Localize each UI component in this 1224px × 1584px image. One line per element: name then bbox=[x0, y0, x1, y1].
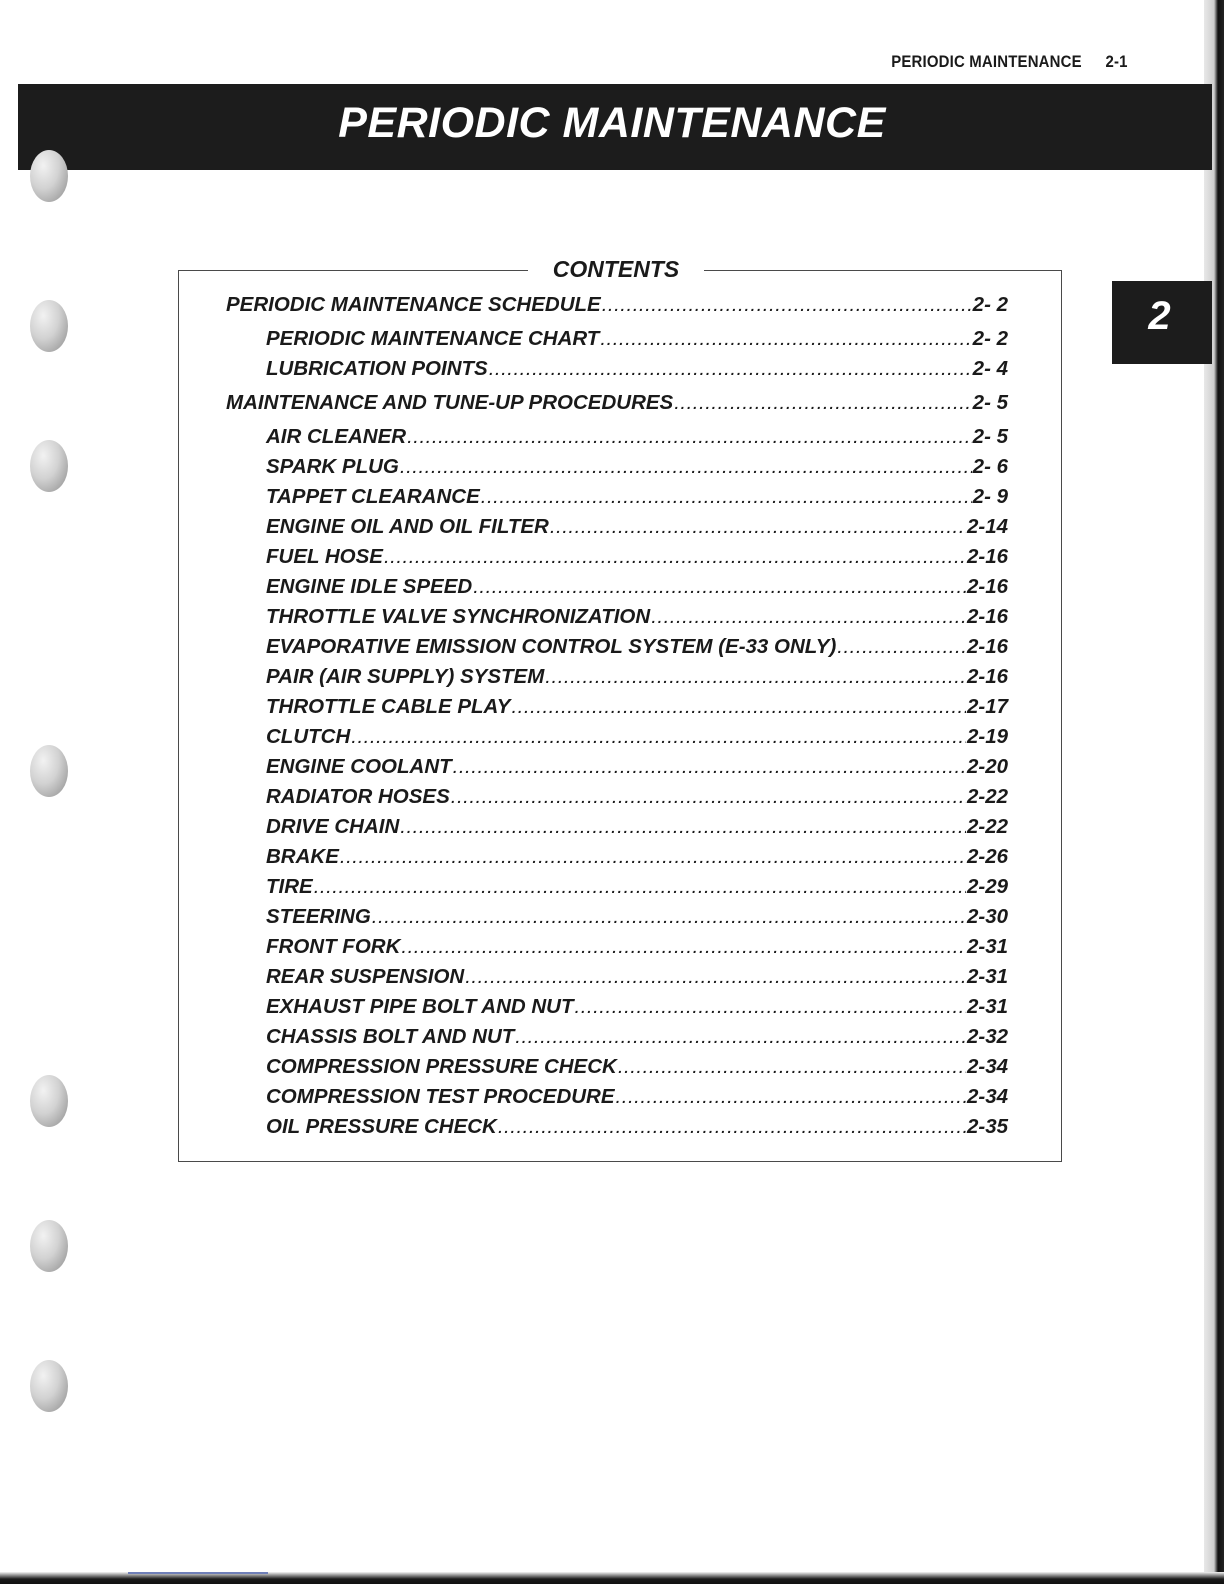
toc-entry-label: EXHAUST PIPE BOLT AND NUT bbox=[266, 995, 574, 1018]
toc-entry-page: 2-31 bbox=[966, 995, 1008, 1018]
toc-entry-page: 2-20 bbox=[966, 755, 1008, 778]
toc-entry[interactable] bbox=[266, 327, 1008, 353]
bottom-mark bbox=[128, 1572, 268, 1574]
toc-leader-dots bbox=[401, 935, 966, 959]
toc-entry[interactable] bbox=[266, 995, 1008, 1021]
binder-hole bbox=[30, 150, 68, 202]
toc-entry-label: COMPRESSION TEST PROCEDURE bbox=[266, 1085, 615, 1108]
toc-leader-dots bbox=[545, 665, 966, 689]
toc-entry-label: FRONT FORK bbox=[266, 935, 401, 958]
toc-leader-dots bbox=[453, 755, 966, 779]
toc-leader-dots bbox=[489, 357, 972, 381]
toc-entry[interactable] bbox=[226, 293, 1008, 319]
binder-hole bbox=[30, 440, 68, 492]
toc-entry[interactable] bbox=[266, 935, 1008, 961]
toc-entry[interactable] bbox=[266, 357, 1008, 383]
toc-leader-dots bbox=[451, 785, 966, 809]
toc-entry-label: ENGINE IDLE SPEED bbox=[266, 575, 473, 598]
toc-entry[interactable] bbox=[266, 665, 1008, 691]
toc-leader-dots bbox=[674, 391, 971, 415]
toc-entry-label: THROTTLE VALVE SYNCHRONIZATION bbox=[266, 605, 651, 628]
toc-entry[interactable] bbox=[266, 1115, 1008, 1141]
contents-title: CONTENTS bbox=[528, 256, 704, 283]
toc-entry-label: COMPRESSION PRESSURE CHECK bbox=[266, 1055, 617, 1078]
toc-entry-page: 2-26 bbox=[966, 845, 1008, 868]
toc-entry[interactable] bbox=[266, 455, 1008, 481]
toc-entry[interactable] bbox=[266, 635, 1008, 661]
toc-entry-label: TIRE bbox=[266, 875, 313, 898]
binder-hole bbox=[30, 300, 68, 352]
toc-entry-label: PERIODIC MAINTENANCE CHART bbox=[266, 327, 600, 350]
toc-leader-dots bbox=[465, 965, 966, 989]
toc-entry-label: ENGINE COOLANT bbox=[266, 755, 452, 778]
toc-entry-page: 2- 5 bbox=[972, 425, 1008, 448]
toc-leader-dots bbox=[400, 455, 972, 479]
toc-entry-label: MAINTENANCE AND TUNE-UP PROCEDURES bbox=[226, 391, 674, 414]
toc-leader-dots bbox=[407, 425, 972, 449]
toc-entry-page: 2- 6 bbox=[972, 455, 1008, 478]
toc-leader-dots bbox=[651, 605, 966, 629]
toc-leader-dots bbox=[481, 485, 972, 509]
toc-entry-label: EVAPORATIVE EMISSION CONTROL SYSTEM (E-33 ONLY) bbox=[266, 635, 837, 658]
toc-entry-label: THROTTLE CABLE PLAY bbox=[266, 695, 511, 718]
toc-leader-dots bbox=[511, 695, 966, 719]
section-tab-number: 2 bbox=[1148, 294, 1171, 338]
toc-entry-page: 2-34 bbox=[966, 1085, 1008, 1108]
toc-entry-page: 2-22 bbox=[966, 785, 1008, 808]
header-page-number: 2-1 bbox=[1105, 52, 1128, 71]
binder-hole bbox=[30, 1360, 68, 1412]
toc-entry[interactable] bbox=[266, 545, 1008, 571]
page-title: PERIODIC MAINTENANCE bbox=[338, 99, 886, 147]
toc-leader-dots bbox=[372, 905, 966, 929]
toc-entry[interactable] bbox=[266, 575, 1008, 601]
running-header bbox=[892, 52, 1128, 72]
toc-leader-dots bbox=[515, 1025, 966, 1049]
toc-entry-label: PERIODIC MAINTENANCE SCHEDULE bbox=[226, 293, 601, 316]
toc-entry-label: OIL PRESSURE CHECK bbox=[266, 1115, 497, 1138]
toc-entry-label: CHASSIS BOLT AND NUT bbox=[266, 1025, 515, 1048]
toc-entry-page: 2-16 bbox=[966, 635, 1008, 658]
toc-entry-label: TAPPET CLEARANCE bbox=[266, 485, 480, 508]
binder-hole bbox=[30, 1075, 68, 1127]
toc-entry-label: RADIATOR HOSES bbox=[266, 785, 450, 808]
toc-entry-page: 2- 4 bbox=[972, 357, 1008, 380]
toc-leader-dots bbox=[618, 1055, 966, 1079]
toc-entry-label: SPARK PLUG bbox=[266, 455, 399, 478]
toc-entry-label: LUBRICATION POINTS bbox=[266, 357, 488, 380]
binder-hole bbox=[30, 1220, 68, 1272]
toc-leader-dots bbox=[473, 575, 966, 599]
toc-entry-label: BRAKE bbox=[266, 845, 339, 868]
toc-entry-page: 2-16 bbox=[966, 575, 1008, 598]
toc-entry[interactable] bbox=[266, 1055, 1008, 1081]
toc-entry[interactable] bbox=[266, 515, 1008, 541]
toc-entry[interactable] bbox=[266, 695, 1008, 721]
toc-leader-dots bbox=[498, 1115, 966, 1139]
toc-entry[interactable] bbox=[266, 605, 1008, 631]
toc-leader-dots bbox=[600, 327, 971, 351]
toc-entry-label: PAIR (AIR SUPPLY) SYSTEM bbox=[266, 665, 545, 688]
toc-entry[interactable] bbox=[266, 1085, 1008, 1111]
toc-entry-page: 2-31 bbox=[966, 965, 1008, 988]
toc-entry-page: 2-30 bbox=[966, 905, 1008, 928]
toc-leader-dots bbox=[550, 515, 966, 539]
toc-leader-dots bbox=[602, 293, 972, 317]
toc-entry[interactable] bbox=[266, 755, 1008, 781]
toc-entry-label: ENGINE OIL AND OIL FILTER bbox=[266, 515, 549, 538]
toc-entry[interactable] bbox=[226, 391, 1008, 417]
toc-entry-label: DRIVE CHAIN bbox=[266, 815, 400, 838]
toc-entry-page: 2-29 bbox=[966, 875, 1008, 898]
toc-entry-page: 2-19 bbox=[966, 725, 1008, 748]
toc-leader-dots bbox=[340, 845, 966, 869]
toc-entry[interactable] bbox=[266, 425, 1008, 451]
binder-hole bbox=[30, 745, 68, 797]
toc-entry-page: 2- 2 bbox=[972, 293, 1008, 316]
toc-leader-dots bbox=[384, 545, 966, 569]
toc-entry[interactable] bbox=[266, 1025, 1008, 1051]
toc-entry-page: 2- 2 bbox=[972, 327, 1008, 350]
toc-entry-label: FUEL HOSE bbox=[266, 545, 383, 568]
toc-entry-label: AIR CLEANER bbox=[266, 425, 407, 448]
toc-entry-page: 2-14 bbox=[966, 515, 1008, 538]
toc-entry-page: 2-31 bbox=[966, 935, 1008, 958]
toc-leader-dots bbox=[314, 875, 966, 899]
toc-entry-page: 2-35 bbox=[966, 1115, 1008, 1138]
toc-entry-page: 2-16 bbox=[966, 605, 1008, 628]
toc-entry[interactable] bbox=[266, 965, 1008, 991]
page-right-edge bbox=[1204, 0, 1224, 1584]
toc-entry-page: 2- 9 bbox=[972, 485, 1008, 508]
toc-entry-page: 2-17 bbox=[966, 695, 1008, 718]
toc-entry-page: 2-16 bbox=[966, 545, 1008, 568]
toc-entry[interactable] bbox=[266, 785, 1008, 811]
toc-entry-label: CLUTCH bbox=[266, 725, 351, 748]
toc-entry[interactable] bbox=[266, 485, 1008, 511]
toc-entry-page: 2- 5 bbox=[972, 391, 1008, 414]
toc-entry-label: STEERING bbox=[266, 905, 371, 928]
toc-entry[interactable] bbox=[266, 725, 1008, 751]
toc-leader-dots bbox=[616, 1085, 966, 1109]
toc-leader-dots bbox=[575, 995, 966, 1019]
toc-leader-dots bbox=[400, 815, 966, 839]
toc-entry-page: 2-16 bbox=[966, 665, 1008, 688]
toc-entry[interactable] bbox=[266, 905, 1008, 931]
header-section: PERIODIC MAINTENANCE bbox=[891, 52, 1083, 71]
toc-entry[interactable] bbox=[266, 815, 1008, 841]
toc-entry-page: 2-34 bbox=[966, 1055, 1008, 1078]
toc-entry[interactable] bbox=[266, 875, 1008, 901]
toc-leader-dots bbox=[351, 725, 966, 749]
toc-entry-page: 2-32 bbox=[966, 1025, 1008, 1048]
toc-leader-dots bbox=[837, 635, 966, 659]
toc-entry-label: REAR SUSPENSION bbox=[266, 965, 465, 988]
toc-entry[interactable] bbox=[266, 845, 1008, 871]
toc-entry-page: 2-22 bbox=[966, 815, 1008, 838]
